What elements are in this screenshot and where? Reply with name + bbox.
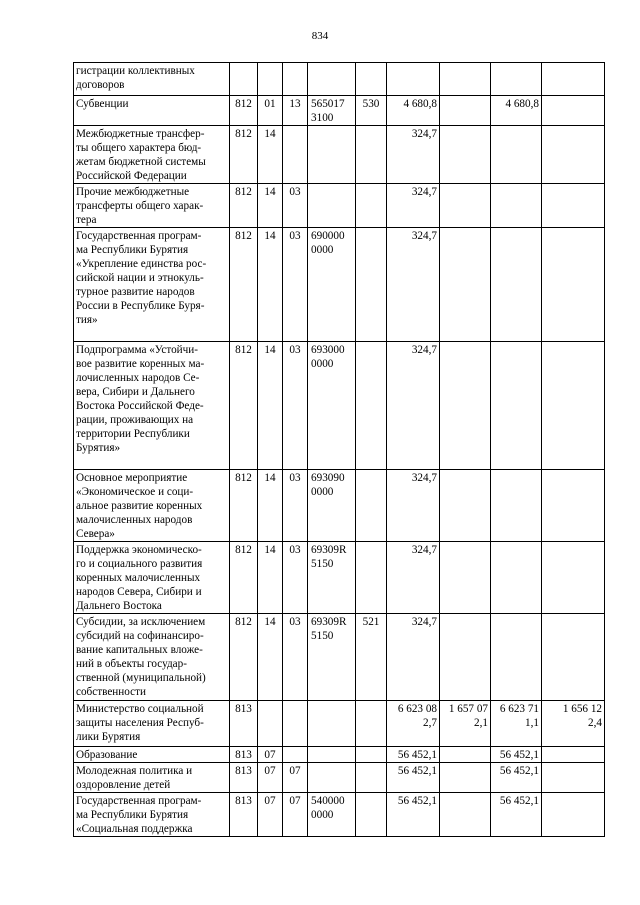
subsection-code-cell: 03	[283, 184, 308, 228]
amount-2-cell	[440, 63, 491, 96]
table-row	[74, 63, 605, 96]
subsection-code-cell	[283, 701, 308, 747]
subsection-code-cell	[283, 126, 308, 184]
budget-table	[73, 62, 605, 837]
amount-2-cell: 1 657 07 2,1	[440, 701, 491, 747]
section-code-cell: 14	[258, 614, 283, 701]
amount-2-cell	[440, 184, 491, 228]
amount-4-cell: 1 656 12 2,4	[542, 701, 605, 747]
amount-1-cell: 324,7	[387, 542, 440, 614]
amount-1-cell: 324,7	[387, 228, 440, 342]
row-name-cell: Молодежная политика и оздоровление детей	[74, 763, 230, 793]
amount-4-cell	[542, 342, 605, 470]
amount-2-cell	[440, 793, 491, 837]
target-article-cell: 69309R 5150	[308, 542, 356, 614]
amount-3-cell: 56 452,1	[491, 747, 542, 763]
amount-2-cell	[440, 470, 491, 542]
amount-4-cell	[542, 126, 605, 184]
target-article-cell	[308, 747, 356, 763]
department-code-cell: 812	[230, 342, 258, 470]
expense-type-cell: 521	[356, 614, 387, 701]
subsection-code-cell: 03	[283, 342, 308, 470]
amount-3-cell: 56 452,1	[491, 763, 542, 793]
department-code-cell: 812	[230, 126, 258, 184]
amount-1-cell: 56 452,1	[387, 763, 440, 793]
amount-3-cell: 4 680,8	[491, 96, 542, 126]
amount-2-cell	[440, 96, 491, 126]
table-row	[74, 747, 605, 763]
row-name-cell: Основное мероприятие «Экономическое и соци- альное развитие коренных малочисленных народов Севера»	[74, 470, 230, 542]
row-name-cell: Министерство социальной защиты населения Респуб- лики Бурятия	[74, 701, 230, 747]
amount-1-cell: 324,7	[387, 184, 440, 228]
subsection-code-cell	[283, 63, 308, 96]
amount-4-cell	[542, 747, 605, 763]
section-code-cell: 07	[258, 747, 283, 763]
target-article-cell: 690000 0000	[308, 228, 356, 342]
row-name-cell: Субсидии, за исключением субсидий на софинансиро- вание капитальных вложе- ний в объекты государ- ственной (муниципальной) собственности	[74, 614, 230, 701]
department-code-cell: 812	[230, 614, 258, 701]
table-row	[74, 96, 605, 126]
amount-1-cell: 324,7	[387, 470, 440, 542]
row-name-cell: Государственная програм- ма Республики Бурятия «Укрепление единства рос- сийской нации и этнокуль- турное развитие народов России в Республике Буря- тия»	[74, 228, 230, 342]
table-row	[74, 542, 605, 614]
expense-type-cell	[356, 342, 387, 470]
table-body	[74, 63, 605, 837]
amount-1-cell: 56 452,1	[387, 793, 440, 837]
subsection-code-cell: 07	[283, 793, 308, 837]
target-article-cell: 565017 3100	[308, 96, 356, 126]
subsection-code-cell	[283, 747, 308, 763]
amount-3-cell	[491, 184, 542, 228]
expense-type-cell	[356, 747, 387, 763]
section-code-cell: 14	[258, 542, 283, 614]
department-code-cell: 812	[230, 470, 258, 542]
amount-4-cell	[542, 184, 605, 228]
row-name-cell: Межбюджетные трансфер- ты общего характера бюд- жетам бюджетной системы Российской Федерации	[74, 126, 230, 184]
target-article-cell: 540000 0000	[308, 793, 356, 837]
expense-type-cell	[356, 184, 387, 228]
amount-3-cell	[491, 614, 542, 701]
amount-4-cell	[542, 542, 605, 614]
subsection-code-cell: 07	[283, 763, 308, 793]
target-article-cell: 693000 0000	[308, 342, 356, 470]
subsection-code-cell: 13	[283, 96, 308, 126]
table-row	[74, 701, 605, 747]
amount-4-cell	[542, 228, 605, 342]
expense-type-cell	[356, 542, 387, 614]
department-code-cell: 812	[230, 184, 258, 228]
amount-2-cell	[440, 228, 491, 342]
department-code-cell: 813	[230, 701, 258, 747]
page-number: 834	[311, 30, 329, 42]
department-code-cell: 813	[230, 747, 258, 763]
subsection-code-cell: 03	[283, 542, 308, 614]
amount-1-cell: 324,7	[387, 342, 440, 470]
row-name-cell: Поддержка экономическо- го и социального развития коренных малочисленных народов Севера, Сибири и Дальнего Востока	[74, 542, 230, 614]
table-row	[74, 793, 605, 837]
department-code-cell: 812	[230, 228, 258, 342]
target-article-cell	[308, 63, 356, 96]
department-code-cell: 813	[230, 763, 258, 793]
subsection-code-cell: 03	[283, 470, 308, 542]
department-code-cell: 812	[230, 96, 258, 126]
expense-type-cell	[356, 63, 387, 96]
target-article-cell: 69309R 5150	[308, 614, 356, 701]
section-code-cell	[258, 63, 283, 96]
expense-type-cell	[356, 701, 387, 747]
amount-1-cell: 4 680,8	[387, 96, 440, 126]
subsection-code-cell: 03	[283, 614, 308, 701]
section-code-cell: 14	[258, 342, 283, 470]
amount-3-cell: 56 452,1	[491, 793, 542, 837]
table-row	[74, 342, 605, 470]
section-code-cell: 14	[258, 184, 283, 228]
amount-4-cell	[542, 763, 605, 793]
amount-1-cell: 324,7	[387, 126, 440, 184]
table-row	[74, 763, 605, 793]
subsection-code-cell: 03	[283, 228, 308, 342]
row-name-cell: Прочие межбюджетные трансферты общего харак- тера	[74, 184, 230, 228]
table-row	[74, 614, 605, 701]
department-code-cell: 812	[230, 542, 258, 614]
amount-3-cell	[491, 542, 542, 614]
expense-type-cell	[356, 126, 387, 184]
table-row	[74, 470, 605, 542]
amount-3-cell	[491, 126, 542, 184]
amount-2-cell	[440, 763, 491, 793]
department-code-cell: 813	[230, 793, 258, 837]
expense-type-cell: 530	[356, 96, 387, 126]
amount-1-cell: 324,7	[387, 614, 440, 701]
expense-type-cell	[356, 793, 387, 837]
amount-2-cell	[440, 747, 491, 763]
target-article-cell: 693090 0000	[308, 470, 356, 542]
amount-3-cell	[491, 470, 542, 542]
target-article-cell	[308, 126, 356, 184]
expense-type-cell	[356, 470, 387, 542]
section-code-cell: 14	[258, 228, 283, 342]
amount-1-cell	[387, 63, 440, 96]
row-name-cell: Государственная програм- ма Республики Бурятия «Социальная поддержка	[74, 793, 230, 837]
amount-1-cell: 6 623 08 2,7	[387, 701, 440, 747]
row-name-cell: гистрации коллективных договоров	[74, 63, 230, 96]
section-code-cell: 07	[258, 763, 283, 793]
table-row	[74, 228, 605, 342]
table-row	[74, 126, 605, 184]
section-code-cell: 07	[258, 793, 283, 837]
amount-4-cell	[542, 63, 605, 96]
amount-2-cell	[440, 614, 491, 701]
section-code-cell	[258, 701, 283, 747]
amount-3-cell	[491, 63, 542, 96]
target-article-cell	[308, 701, 356, 747]
amount-1-cell: 56 452,1	[387, 747, 440, 763]
amount-3-cell: 6 623 71 1,1	[491, 701, 542, 747]
department-code-cell	[230, 63, 258, 96]
amount-2-cell	[440, 542, 491, 614]
section-code-cell: 01	[258, 96, 283, 126]
expense-type-cell	[356, 228, 387, 342]
section-code-cell: 14	[258, 126, 283, 184]
amount-4-cell	[542, 470, 605, 542]
target-article-cell	[308, 184, 356, 228]
amount-4-cell	[542, 614, 605, 701]
table-row	[74, 184, 605, 228]
amount-4-cell	[542, 96, 605, 126]
section-code-cell: 14	[258, 470, 283, 542]
amount-4-cell	[542, 793, 605, 837]
amount-2-cell	[440, 342, 491, 470]
amount-3-cell	[491, 342, 542, 470]
amount-2-cell	[440, 126, 491, 184]
target-article-cell	[308, 763, 356, 793]
row-name-cell: Подпрограмма «Устойчи- вое развитие коренных ма- лочисленных народов Се- вера, Сибири и Дальнего Востока Российской Феде- рации, проживающих на территории Республики Бурятия»	[74, 342, 230, 470]
expense-type-cell	[356, 763, 387, 793]
row-name-cell: Субвенции	[74, 96, 230, 126]
row-name-cell: Образование	[74, 747, 230, 763]
amount-3-cell	[491, 228, 542, 342]
